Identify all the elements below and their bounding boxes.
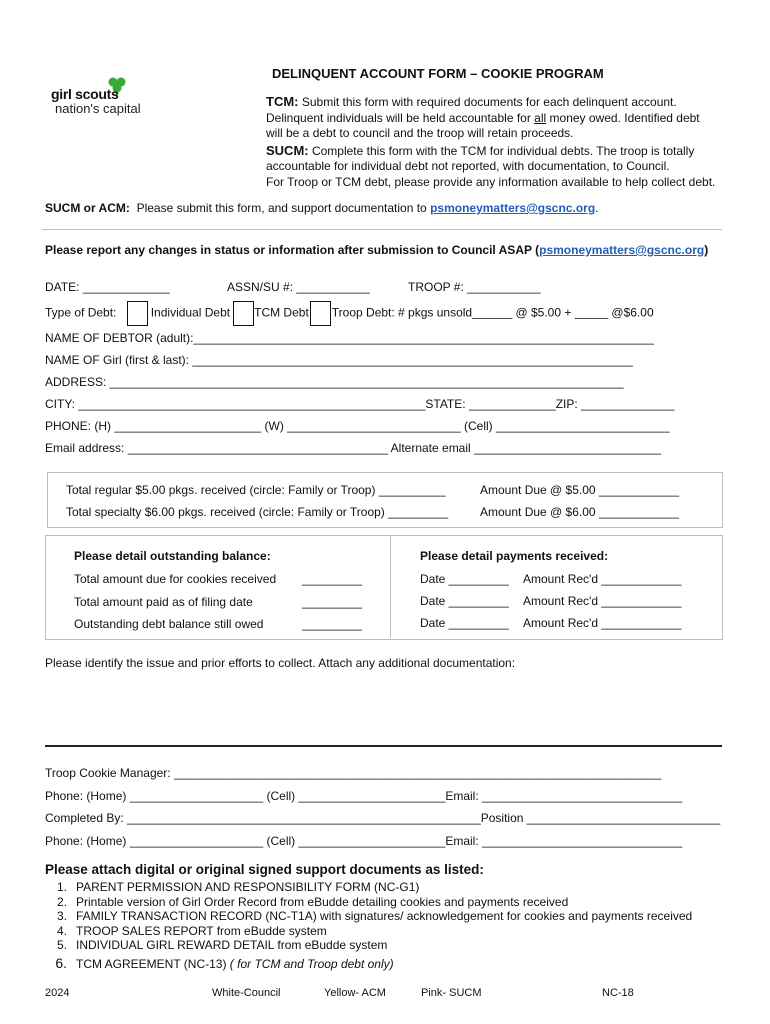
tcm-debt-label: TCM Debt: [254, 305, 309, 320]
regular-amount-due[interactable]: Amount Due @ $5.00 ____________: [480, 483, 680, 497]
divider-top: [42, 229, 722, 230]
balance-row-label: Total amount paid as of filing date: [74, 595, 253, 609]
list-item: 3. FAMILY TRANSACTION RECORD (NC-T1A) with signatures/ acknowledgement for cookies and payments received: [56, 909, 693, 923]
acm-label: SUCM or ACM:: [45, 201, 130, 215]
specialty-amount-due[interactable]: Amount Due @ $6.00 ____________: [480, 505, 680, 519]
logo-subtext: nation's capital: [55, 101, 141, 116]
payment-date[interactable]: Date _________: [420, 594, 509, 608]
sucm-line2: accountable for individual debt not reported, with documentation, to Council.: [266, 159, 670, 173]
tcm-instructions: [266, 94, 736, 190]
acm-instructions: [45, 201, 599, 215]
payment-date[interactable]: Date _________: [420, 572, 509, 586]
report-end: ): [704, 243, 709, 257]
date-field[interactable]: DATE: _____________: [45, 280, 170, 294]
completed-by-field[interactable]: Completed By: _____________________________________________________Position _____________________________: [45, 811, 721, 825]
individual-debt-label: Individual Debt: [150, 305, 231, 320]
balance-row-label: Total amount due for cookies received: [74, 572, 277, 586]
acm-email-link[interactable]: psmoneymatters@gscnc.org: [430, 201, 596, 215]
issue-prompt: Please identify the issue and prior efforts to collect. Attach any additional documentation:: [45, 656, 516, 670]
individual-debt-checkbox[interactable]: [127, 301, 148, 326]
list-item: 4. TROOP SALES REPORT from eBudde system: [56, 923, 327, 938]
footer-form-code: NC-18: [602, 987, 634, 999]
tcm-line1: Submit this form with required documents for each delinquent account.: [301, 95, 677, 109]
city-state-zip-field[interactable]: CITY: ____________________________________________________STATE: _____________ZIP: ______________: [45, 397, 675, 411]
troop-debt-checkbox[interactable]: [310, 301, 331, 326]
debt-type-row: [45, 301, 654, 326]
troop-cookie-manager-field[interactable]: Troop Cookie Manager: _________________________________________________________________________: [45, 766, 662, 780]
attach-list: [45, 880, 692, 969]
payment-date[interactable]: Date _________: [420, 616, 509, 630]
form-title: DELINQUENT ACCOUNT FORM – COOKIE PROGRAM: [272, 66, 604, 81]
balance-heading: Please detail outstanding balance:: [74, 549, 271, 563]
balance-row-blank[interactable]: _________: [302, 595, 363, 609]
list-item: 1. PARENT PERMISSION AND RESPONSIBILITY FORM (NC-G1): [56, 880, 420, 894]
acm-text: Please submit this form, and support documentation to: [136, 201, 427, 215]
tcm-label: TCM:: [266, 94, 299, 109]
address-field[interactable]: ADDRESS: _____________________________________________________________________________: [45, 375, 624, 389]
regular-pkgs-field[interactable]: Total regular $5.00 pkgs. received (circle: Family or Troop) __________: [66, 483, 446, 497]
completer-phone-field[interactable]: Phone: (Home) ____________________ (Cell) ______________________Email: ______________________________: [45, 834, 683, 848]
sucm-line1: Complete this form with the TCM for individual debts. The troop is totally: [311, 143, 695, 158]
specialty-pkgs-field[interactable]: Total specialty $6.00 pkgs. received (circle: Family or Troop) _________: [66, 505, 449, 519]
list-item: 6. TCM AGREEMENT (NC-13) ( for TCM and Troop debt only): [55, 954, 394, 971]
troop-debt-label: Troop Debt: # pkgs unsold______ @ $5.00 + _____ @$6.00: [331, 305, 654, 320]
list-item: 5. INDIVIDUAL GIRL REWARD DETAIL from eBudde system: [56, 938, 388, 952]
balance-row-label: Outstanding debt balance still owed: [74, 617, 264, 631]
tcm-debt-checkbox[interactable]: [233, 301, 254, 326]
logo-text: girl scouts: [51, 86, 119, 102]
report-notice: [45, 243, 708, 257]
sucm-line3: For Troop or TCM debt, please provide any information available to help collect debt.: [266, 174, 716, 189]
debt-type-label: Type of Debt:: [45, 305, 117, 320]
tcm-line2-underline: all: [534, 110, 547, 125]
footer-white-copy: White-Council: [212, 987, 281, 999]
phone-field[interactable]: PHONE: (H) ______________________ (W) __________________________ (Cell) __________________________: [45, 419, 670, 433]
footer-pink-copy: Pink- SUCM: [421, 987, 482, 999]
list-item: 2. Printable version of Girl Order Record from eBudde detailing cookies and payments received: [56, 894, 569, 909]
payment-amount[interactable]: Amount Rec'd ____________: [523, 594, 682, 608]
assn-field[interactable]: ASSN/SU #: ___________: [227, 280, 370, 294]
balance-payments-divider: [390, 535, 391, 638]
footer-year: 2024: [45, 987, 70, 999]
tcm-line2-post: money owed. Identified debt: [546, 110, 700, 125]
email-field[interactable]: Email address: _______________________________________ Alternate email ____________________________: [45, 441, 661, 455]
debtor-name-field[interactable]: NAME OF DEBTOR (adult):_____________________________________________________________________: [45, 331, 654, 345]
footer-yellow-copy: Yellow- ACM: [324, 987, 386, 999]
tcm-line2-pre: Delinquent individuals will be held accountable for: [266, 110, 535, 125]
manager-phone-field[interactable]: Phone: (Home) ____________________ (Cell) ______________________Email: ______________________________: [45, 789, 683, 803]
acm-end: .: [595, 201, 599, 215]
balance-row-blank[interactable]: _________: [302, 572, 363, 586]
report-email-link[interactable]: psmoneymatters@gscnc.org: [539, 243, 705, 257]
girl-name-field[interactable]: NAME OF Girl (first & last): __________________________________________________________________: [45, 353, 633, 367]
tcm-line3: will be a debt to council and the troop will retain proceeds.: [266, 126, 574, 140]
packages-received-box: [47, 472, 723, 528]
balance-row-blank[interactable]: _________: [302, 617, 363, 631]
payments-heading: Please detail payments received:: [420, 549, 609, 563]
issue-divider: [45, 745, 722, 747]
payment-amount[interactable]: Amount Rec'd ____________: [523, 616, 682, 630]
attach-heading: Please attach digital or original signed support documents as listed:: [45, 862, 484, 877]
troop-field[interactable]: TROOP #: ___________: [408, 280, 541, 294]
sucm-label: SUCM:: [266, 142, 309, 158]
report-text: Please report any changes in status or information after submission to Council ASAP (: [45, 243, 540, 257]
payment-amount[interactable]: Amount Rec'd ____________: [523, 572, 682, 586]
